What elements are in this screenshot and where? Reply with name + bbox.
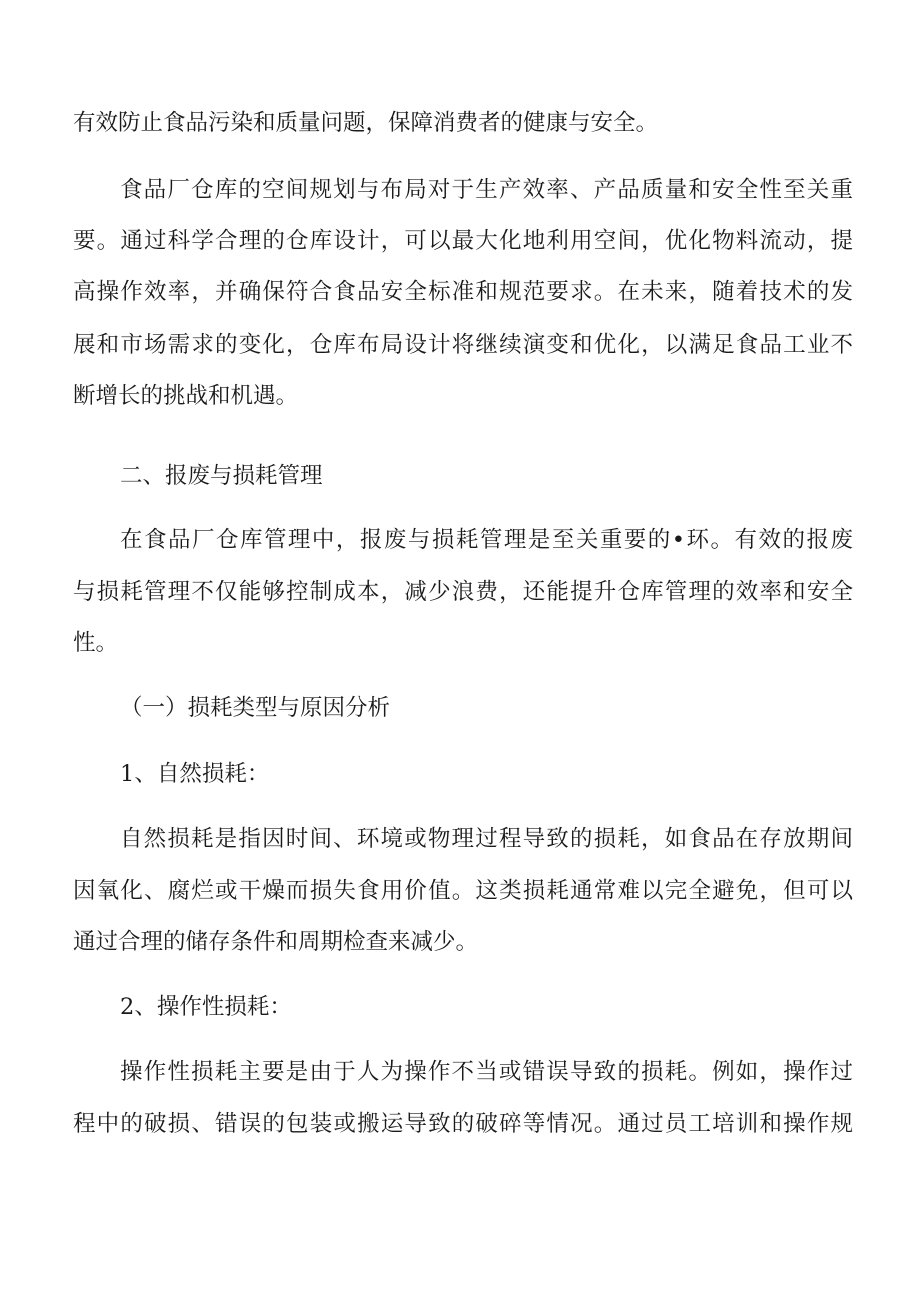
paragraph-line: 断增长的挑战和机遇。 (73, 383, 299, 409)
paragraph-line: 与损耗管理不仅能够控制成本，减少浪费，还能提升仓库管理的效率和安全 (73, 579, 853, 605)
item-heading: 1、自然损耗： (120, 761, 270, 787)
section-heading: 二、报废与损耗管理 (120, 463, 323, 489)
paragraph-line: 操作性损耗主要是由于人为操作不当或错误导致的损耗。例如，操作过 (120, 1059, 853, 1085)
paragraph-line: 因氧化、腐烂或干燥而损失食用价值。这类损耗通常难以完全避免，但可以 (73, 878, 853, 904)
paragraph-line: 自然损耗是指因时间、环境或物理过程导致的损耗，如食品在存放期间 (120, 826, 853, 852)
paragraph-line: 食品厂仓库的空间规划与布局对于生产效率、产品质量和安全性至关重 (120, 177, 853, 203)
item-heading: 2、操作性损耗： (120, 994, 292, 1020)
paragraph-line: 性。 (73, 630, 119, 656)
paragraph-line: 程中的破损、错误的包装或搬运导致的破碎等情况。通过员工培训和操作规 (73, 1111, 853, 1137)
paragraph-line: 展和市场需求的变化，仓库布局设计将继续演变和优化，以满足食品工业不 (73, 332, 853, 358)
paragraph-line: 高操作效率，并确保符合食品安全标准和规范要求。在未来，随着技术的发 (73, 279, 853, 305)
paragraph-line: 在食品厂仓库管理中，报废与损耗管理是至关重要的•环。有效的报废 (120, 527, 853, 553)
subsection-heading: （一）损耗类型与原因分析 (120, 695, 391, 721)
paragraph-line: 通过合理的储存条件和周期检查来减少。 (73, 929, 479, 955)
paragraph-line: 要。通过科学合理的仓库设计，可以最大化地利用空间，优化物料流动，提 (73, 228, 853, 254)
paragraph-line: 有效防止食品污染和质量问题，保障消费者的健康与安全。 (73, 110, 659, 136)
